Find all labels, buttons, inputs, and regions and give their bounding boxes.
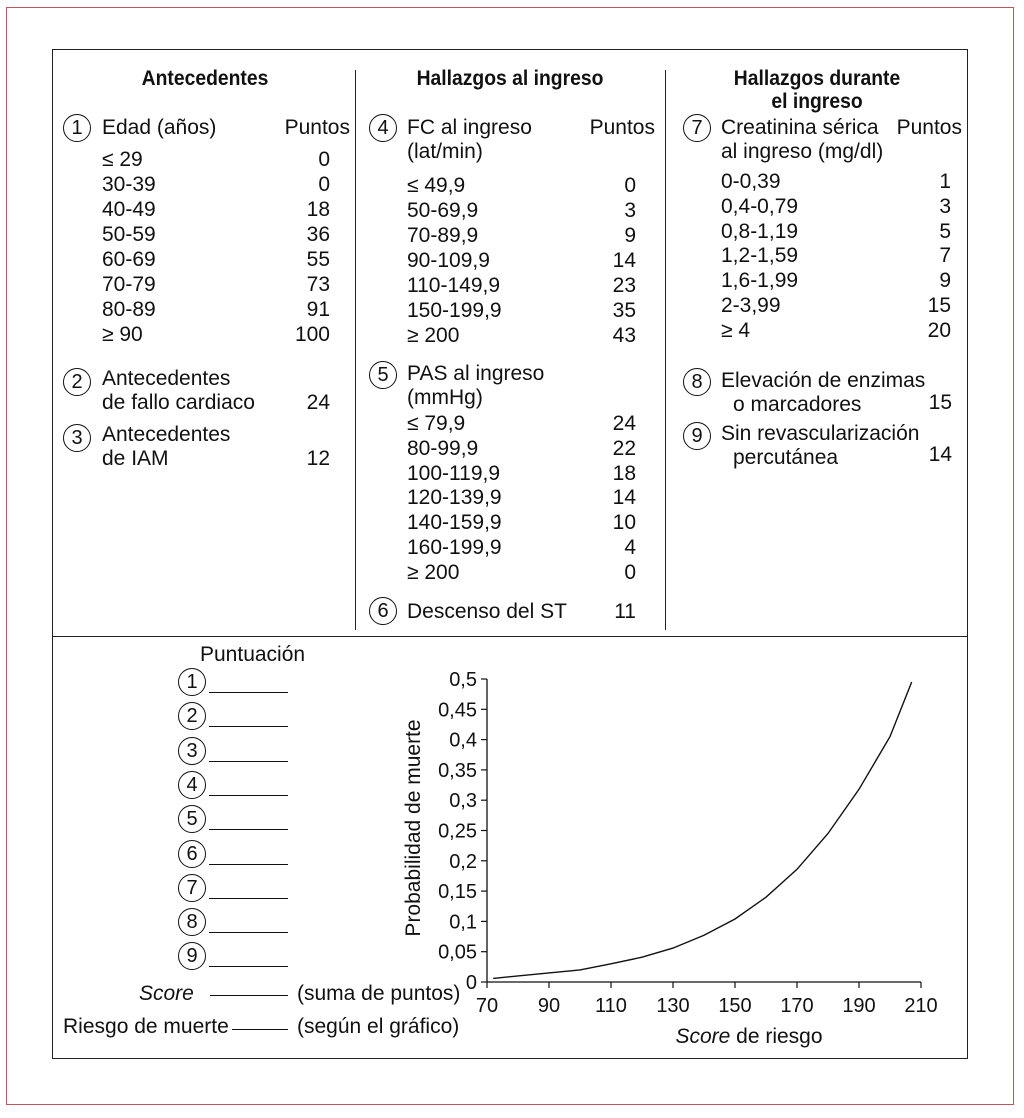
hr-row-points: 14 [612, 249, 636, 272]
worksheet-item-number: 3 [178, 737, 206, 765]
x-tick-label: 190 [842, 995, 876, 1017]
x-tick-label: 130 [656, 995, 690, 1017]
age-row-points: 100 [294, 323, 330, 346]
creatinine-row-range: 1,6-1,99 [721, 269, 799, 293]
points-header-7: Puntos [896, 116, 962, 139]
header-hallazgos-durante-2: el ingreso [771, 90, 863, 113]
sbp-row-range: 80-99,9 [407, 436, 479, 460]
sbp-row-points: 4 [624, 536, 636, 559]
y-axis-label: Probabilidad de muerte [402, 719, 425, 937]
risk-note: (según el gráfico) [297, 1015, 460, 1038]
sbp-row-range: 100-119,9 [407, 461, 501, 485]
creatinine-row-points: 3 [939, 194, 951, 218]
sbp-row-range: ≥ 200 [407, 560, 460, 584]
creatinine-row-points: 5 [939, 219, 951, 243]
item-number-5: 5 [369, 361, 397, 389]
y-tick-label: 0,25 [438, 820, 477, 843]
item-number-9: 9 [683, 422, 711, 450]
hr-row-range: 110-149,9 [407, 274, 501, 297]
x-tick-label: 110 [595, 995, 627, 1017]
sbp-label-2: (mmHg) [407, 386, 483, 409]
x-axis-label-italic: Score [675, 1025, 731, 1048]
creatinine-row-range: 1,2-1,59 [721, 244, 799, 268]
age-row-range: ≤ 29 [102, 148, 143, 171]
x-tick-label: 150 [718, 995, 752, 1017]
age-label: Edad (años) [102, 116, 217, 139]
worksheet-item-number: 5 [178, 805, 206, 833]
creatinine-row-range: 0-0,39 [721, 170, 781, 193]
age-row-points: 18 [306, 198, 330, 221]
st-depression-label: Descenso del ST [407, 600, 567, 623]
enzymes-label-1: Elevación de enzimas [721, 369, 926, 392]
age-row-range: 30-39 [102, 173, 156, 196]
age-row-range: ≥ 90 [102, 323, 143, 346]
age-row-points: 0 [318, 148, 330, 171]
hr-row-points: 9 [624, 224, 636, 247]
iam-label-1: Antecedentes [102, 423, 231, 446]
heart-failure-points: 24 [306, 391, 330, 414]
creatinine-row-points: 7 [939, 244, 951, 268]
y-tick-label: 0,4 [449, 729, 477, 752]
age-row-range: 80-89 [102, 298, 156, 321]
hr-row-range: 70-89,9 [407, 224, 479, 247]
worksheet-item-number: 1 [178, 668, 206, 696]
hr-row-range: 90-109,9 [407, 249, 490, 272]
item-number-6: 6 [369, 597, 397, 625]
creatinine-row-range: 2-3,99 [721, 294, 781, 317]
header-hallazgos-durante-1: Hallazgos durante [733, 67, 901, 90]
y-tick-label: 0,3 [449, 790, 477, 813]
x-tick-label: 70 [475, 995, 499, 1017]
revasc-label-2: percutánea [733, 446, 839, 469]
mortality-curve [493, 682, 912, 978]
iam-label-2: de IAM [102, 447, 169, 470]
hr-row-range: ≤ 49,9 [407, 174, 466, 197]
y-tick-label: 0,05 [438, 941, 477, 964]
header-antecedentes: Antecedentes [141, 67, 269, 90]
score-note: (suma de puntos) [297, 982, 461, 1005]
creatinine-row-range: 0,4-0,79 [721, 194, 799, 218]
sbp-row-points: 10 [612, 511, 636, 535]
creatinine-row-points: 1 [939, 170, 951, 193]
x-tick-label: 90 [537, 995, 561, 1017]
item-number-3: 3 [63, 424, 91, 452]
y-tick-label: 0,35 [438, 759, 477, 782]
sbp-row-range: 120-139,9 [407, 486, 502, 510]
points-header-4: Puntos [589, 116, 655, 139]
sbp-row-range: 140-159,9 [407, 511, 502, 535]
heart-failure-label-1: Antecedentes [102, 367, 231, 390]
age-row-points: 91 [306, 298, 330, 321]
creatinine-row-points: 20 [927, 318, 951, 342]
y-tick-label: 0,5 [449, 669, 477, 691]
age-row-points: 36 [306, 223, 330, 246]
enzymes-label-2: o marcadores [733, 393, 862, 416]
points-header-1: Puntos [284, 116, 350, 139]
hr-row-range: ≥ 200 [407, 324, 460, 347]
revasc-points: 14 [928, 443, 952, 466]
item-number-4: 4 [369, 114, 397, 142]
item-number-1: 1 [63, 114, 91, 142]
risk-label: Riesgo de muerte [63, 1015, 229, 1038]
age-row-range: 50-59 [102, 223, 156, 246]
y-tick-label: 0,15 [438, 881, 477, 904]
heart-failure-label-2: de fallo cardiaco [102, 391, 255, 414]
sbp-row-range: ≤ 79,9 [407, 412, 466, 435]
sbp-row-points: 22 [612, 436, 636, 460]
x-tick-label: 210 [904, 995, 938, 1017]
y-tick-label: 0 [465, 972, 477, 994]
worksheet-item-number: 9 [178, 942, 206, 970]
enzymes-points: 15 [928, 391, 952, 414]
age-row-range: 60-69 [102, 248, 156, 271]
hr-row-range: 50-69,9 [407, 199, 479, 222]
hr-row-points: 0 [624, 174, 636, 197]
worksheet-item-number: 7 [178, 874, 206, 902]
revasc-label-1: Sin revascularización [721, 422, 920, 445]
worksheet-item-number: 4 [178, 771, 206, 799]
age-row-range: 70-79 [102, 273, 156, 296]
st-depression-points: 11 [614, 600, 636, 623]
worksheet-item-number: 8 [178, 908, 206, 936]
item-number-7: 7 [683, 114, 711, 142]
y-tick-label: 0,1 [449, 911, 477, 934]
sbp-row-range: 160-199,9 [407, 536, 502, 559]
hr-row-points: 35 [612, 299, 636, 322]
sbp-row-points: 24 [612, 412, 636, 435]
worksheet-item-number: 2 [178, 702, 206, 730]
creatinine-row-points: 9 [939, 269, 951, 293]
item-number-8: 8 [683, 368, 711, 396]
puntuacion-title: Puntuación [200, 643, 306, 666]
creatinine-label-1: Creatinina sérica [721, 116, 879, 139]
iam-points: 12 [306, 447, 330, 470]
header-hallazgos-ingreso: Hallazgos al ingreso [416, 67, 604, 90]
worksheet-item-number: 6 [178, 840, 206, 868]
y-tick-label: 0,45 [438, 699, 477, 722]
age-row-range: 40-49 [102, 198, 156, 221]
sbp-row-points: 14 [612, 486, 636, 510]
hr-label-2: (lat/min) [407, 140, 483, 163]
creatinine-row-range: ≥ 4 [721, 318, 751, 342]
hr-label-1: FC al ingreso [407, 116, 532, 139]
hr-row-points: 43 [612, 324, 636, 347]
creatinine-row-points: 15 [927, 294, 951, 317]
creatinine-label-2: al ingreso (mg/dl) [721, 140, 884, 163]
age-row-points: 73 [306, 273, 330, 296]
hr-row-range: 150-199,9 [407, 299, 502, 322]
hr-row-points: 23 [612, 274, 636, 297]
item-number-2: 2 [63, 368, 91, 396]
x-axis-label [675, 1025, 822, 1048]
hr-row-points: 3 [624, 199, 636, 222]
age-row-points: 0 [318, 173, 330, 196]
sbp-label-1: PAS al ingreso [407, 362, 545, 385]
x-axis-label-rest: de riesgo [730, 1025, 823, 1048]
x-tick-label: 170 [780, 995, 814, 1017]
creatinine-row-range: 0,8-1,19 [721, 219, 799, 243]
age-row-points: 55 [306, 248, 330, 271]
sbp-row-points: 0 [624, 560, 636, 584]
y-tick-label: 0,2 [449, 850, 477, 873]
score-label: Score [139, 982, 194, 1005]
sbp-row-points: 18 [612, 461, 636, 485]
